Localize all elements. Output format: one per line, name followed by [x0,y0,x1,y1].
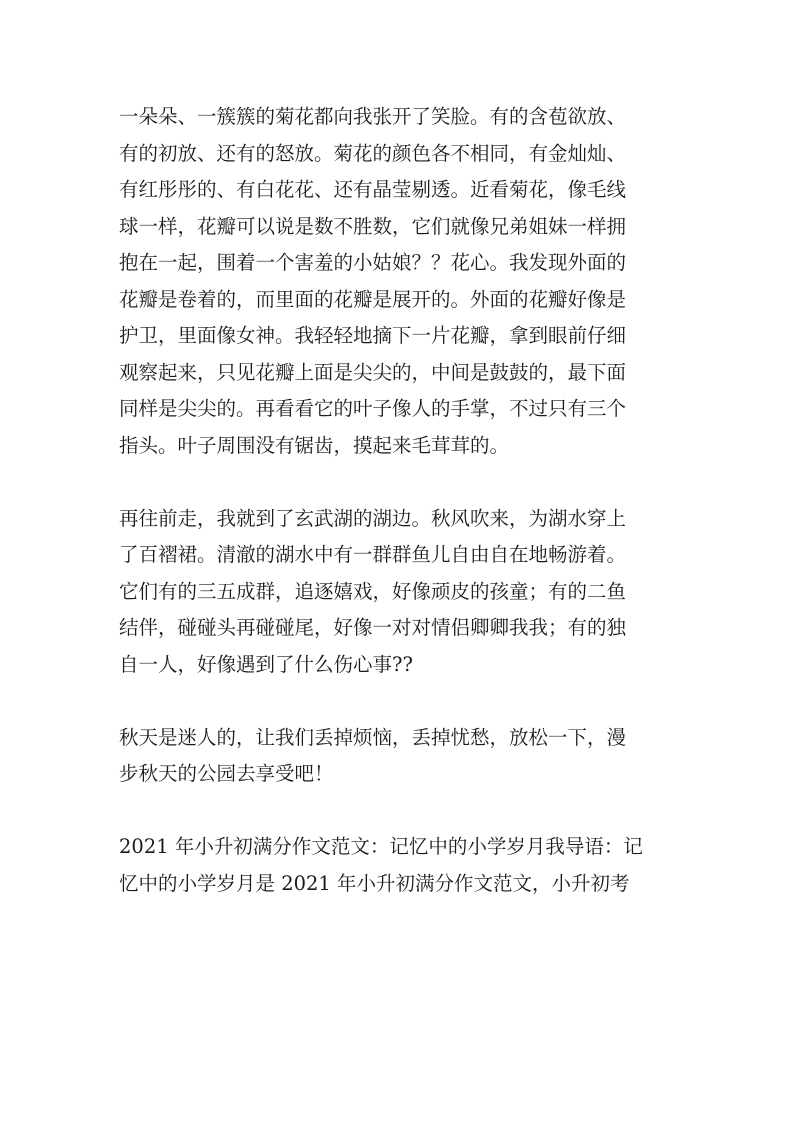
text-line: 秋天是迷人的，让我们丢掉烦恼，丢掉忧愁，放松一下，漫 [119,725,627,749]
paragraph-lake [119,501,679,684]
text-line: 护卫，里面像女神。我轻轻地摘下一片花瓣，拿到眼前仔细 [119,324,627,347]
text-line: 有的初放、还有的怒放。菊花的颜色各不相同，有金灿灿、 [119,141,627,165]
paragraph-essay-intro [119,829,679,902]
text-line: 指头。叶子周围没有锯齿，摸起来毛茸茸的。 [119,433,510,457]
text-line: 再往前走，我就到了玄武湖的湖边。秋风吹来，为湖水穿上 [119,506,627,530]
text-line: 步秋天的公园去享受吧！ [119,762,334,785]
document-body [119,99,679,939]
text-line: 了百褶裙。清澈的湖水中有一群群鱼儿自由自在地畅游着。 [119,543,627,566]
text-line: 同样是尖尖的。再看看它的叶子像人的手掌，不过只有三个 [119,397,627,420]
text-line: 花瓣是卷着的，而里面的花瓣是展开的。外面的花瓣好像是 [119,287,627,311]
text-line: 2021 年小升初满分作文范文：记忆中的小学岁月我导语：记 [119,835,643,858]
text-line: 它们有的三五成群，追逐嬉戏，好像顽皮的孩童；有的二鱼 [119,579,627,603]
text-line: 一朵朵、一簇簇的菊花都向我张开了笑脸。有的含苞欲放、 [119,105,627,128]
text-line: 自一人，好像遇到了什么伤心事?? [119,652,413,676]
text-line: 球一样，花瓣可以说是数不胜数，它们就像兄弟姐妹一样拥 [119,214,627,238]
paragraph-conclusion [119,720,679,793]
text-line: 观察起来，只见花瓣上面是尖尖的，中间是鼓鼓的，最下面 [119,360,627,384]
text-line: 忆中的小学岁月是 2021 年小升初满分作文范文，小升初考 [119,871,630,895]
paragraph-chrysanthemum [119,99,679,464]
text-line: 抱在一起，围着一个害羞的小姑娘？？花心。我发现外面的 [119,251,627,274]
text-line: 有红彤彤的、有白花花、还有晶莹剔透。近看菊花，像毛线 [119,178,627,201]
text-line: 结伴，碰碰头再碰碰尾，好像一对对情侣卿卿我我；有的独 [119,616,627,639]
